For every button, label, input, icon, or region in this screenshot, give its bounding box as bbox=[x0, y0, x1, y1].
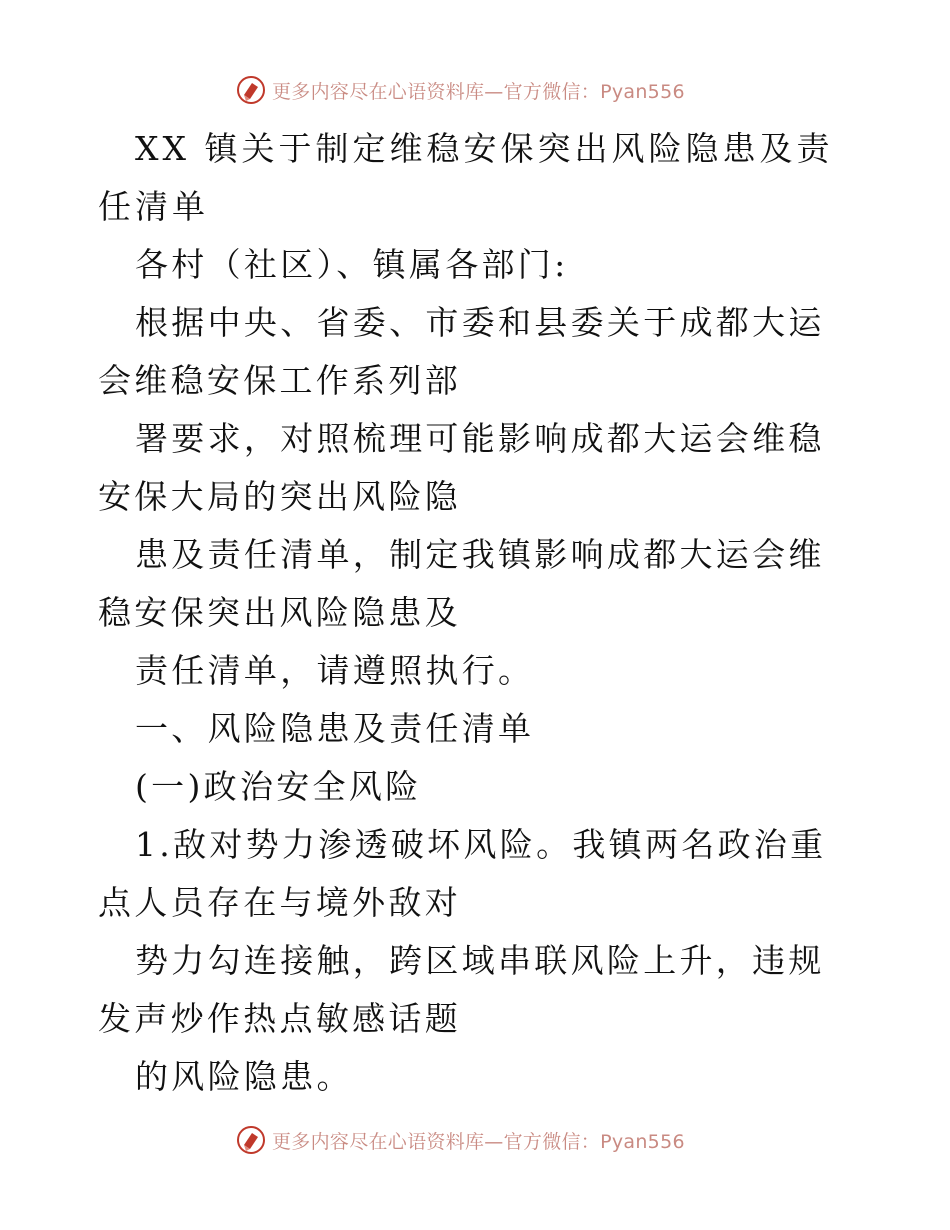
document-body bbox=[98, 120, 858, 1106]
watermark-header bbox=[236, 73, 716, 107]
paragraph: 责任清单，请遵照执行。 bbox=[135, 651, 535, 690]
paragraph: 根据中央、省委、市委和县委关于成都大运会维稳安保工作系列部 bbox=[98, 303, 825, 400]
watermark-footer bbox=[236, 1123, 716, 1157]
document-title: XX 镇关于制定维稳安保突出风险隐患及责任清单 bbox=[98, 129, 834, 226]
paragraph: 的风险隐患。 bbox=[135, 1057, 353, 1096]
paragraph: 患及责任清单，制定我镇影响成都大运会维稳安保突出风险隐患及 bbox=[98, 535, 825, 632]
paragraph: 势力勾连接触，跨区域串联风险上升，违规发声炒作热点敏感话题 bbox=[98, 941, 825, 1038]
paragraph: 署要求，对照梳理可能影响成都大运会维稳安保大局的突出风险隐 bbox=[98, 419, 825, 516]
section-heading: 一、风险隐患及责任清单 bbox=[135, 709, 535, 748]
brand-logo-icon bbox=[236, 1125, 266, 1155]
watermark-text: 更多内容尽在心语资料库—官方微信：Pyan556 bbox=[272, 1130, 685, 1153]
paragraph: 各村（社区）、镇属各部门: bbox=[135, 245, 569, 284]
brand-logo-icon bbox=[236, 75, 266, 105]
paragraph: 1.敌对势力渗透破坏风险。我镇两名政治重点人员存在与境外敌对 bbox=[98, 825, 827, 922]
watermark-text: 更多内容尽在心语资料库—官方微信：Pyan556 bbox=[272, 80, 685, 103]
subsection-heading: (一)政治安全风险 bbox=[135, 767, 422, 806]
